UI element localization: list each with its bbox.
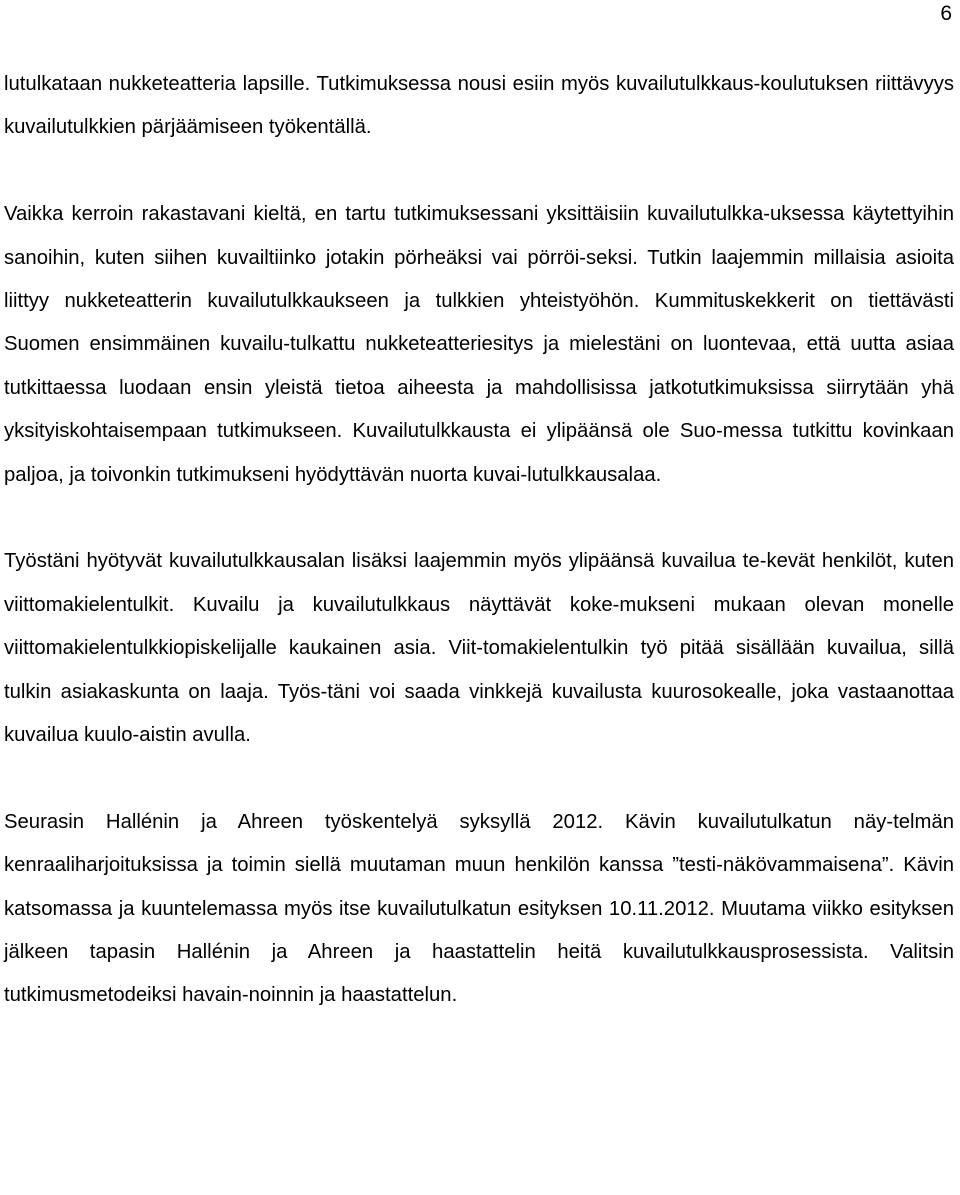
paragraph-4: Seurasin Hallénin ja Ahreen työskentelyä syksyllä 2012. Kävin kuvailutulkatun näy-telmän kenraaliharjoituksissa ja toimin siellä muutaman muun henkilön kanssa ”testi-näkövammaisena”. Kävin katsomassa ja kuuntelemassa myös itse kuvailutulkatun esityksen 10.11.2012. Muutama viikko esityksen jälkeen tapasin Hallénin ja Ahreen ja haastattelin heitä kuvailutulkkausprosessista. Valitsin tutkimusmetodeiksi havain-noinnin ja haastattelun. xyxy=(4,810,954,1007)
paragraph-3: Työstäni hyötyvät kuvailutulkkausalan lisäksi laajemmin myös ylipäänsä kuvailua te-kevät henkilöt, kuten viittomakielentulkit. Kuvailu ja kuvailutulkkaus näyttävät koke-mukseni mukaan olevan monelle viittomakielentulkkiopiskelijalle kaukainen asia. Viit-tomakielentulkin työ pitää sisällään kuvailua, sillä tulkin asiakaskunta on laaja. Työs-täni voi saada vinkkejä kuvailusta kuurosokealle, joka vastaanottaa kuvailua kuulo-aistin avulla. xyxy=(4,550,954,747)
document-body xyxy=(4,63,954,1018)
paragraph-2: Vaikka kerroin rakastavani kieltä, en tartu tutkimuksessani yksittäisiin kuvailutulkka-uksessa käytettyihin sanoihin, kuten siihen kuvailtiinko jotakin pörheäksi vai pörröi-seksi. Tutkin laajemmin millaisia asioita liittyy nukketeatterin kuvailutulkkaukseen ja tulkkien yhteistyöhön. Kummituskekkerit on tiettävästi Suomen ensimmäinen kuvailu-tulkattu nukketeatteriesitys ja mielestäni on luontevaa, että uutta asiaa tutkittaessa luodaan ensin yleistä tietoa aiheesta ja mahdollisissa jatkotutkimuksissa siirrytään yhä yksityiskohtaisempaan tutkimukseen. Kuvailutulkkausta ei ylipäänsä ole Suo-messa tutkittu kovinkaan paljoa, ja toivonkin tutkimukseni hyödyttävän nuorta kuvai-lutulkkausalaa. xyxy=(4,203,954,486)
paragraph-1: lutulkataan nukketeatteria lapsille. Tutkimuksessa nousi esiin myös kuvailutulkkaus-koulutuksen riittävyys kuvailutulkkien pärjäämiseen työkentällä. xyxy=(4,73,954,139)
page-number: 6 xyxy=(940,2,952,25)
